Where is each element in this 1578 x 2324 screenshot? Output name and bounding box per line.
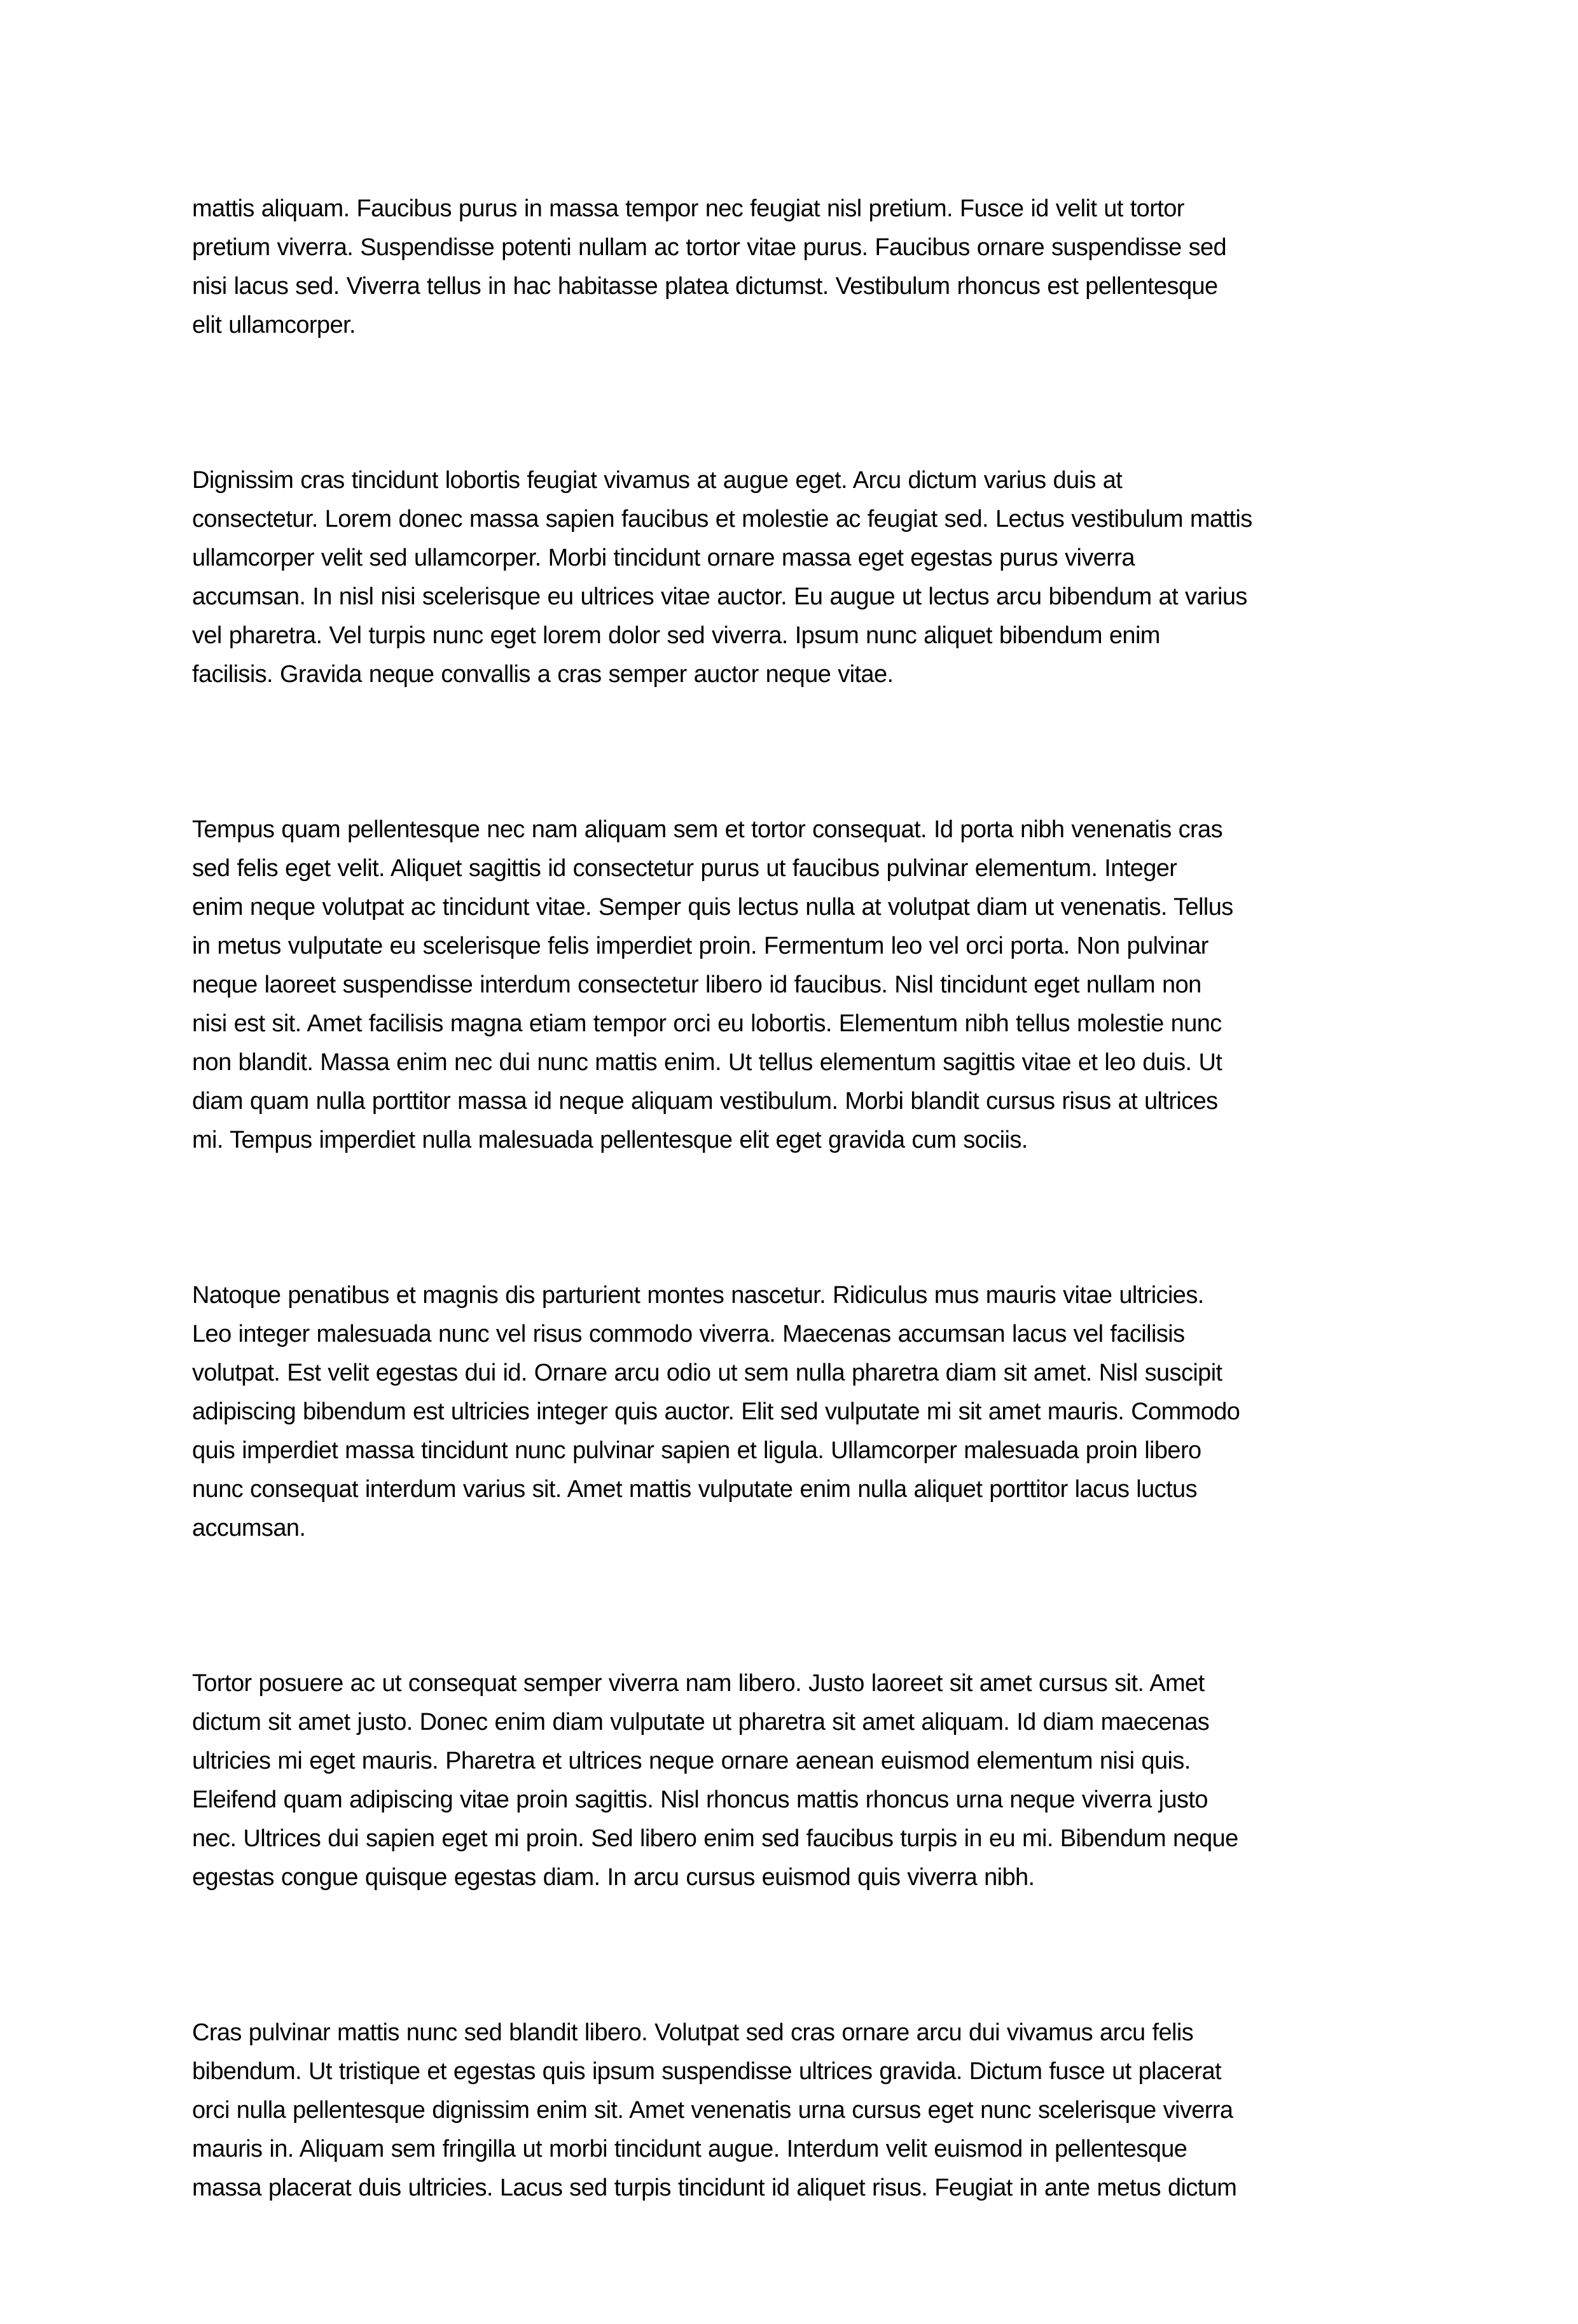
- text-line: massa placerat duis ultricies. Lacus sed turpis tincidunt id aliquet risus. Feugiat in ante metus dictum: [192, 2174, 1237, 2201]
- text-line: accumsan. In nisl nisi scelerisque eu ultrices vitae auctor. Eu augue ut lectus arcu bibendum at varius: [192, 583, 1247, 610]
- text-line: nec. Ultrices dui sapien eget mi proin. Sed libero enim sed faucibus turpis in eu mi. Bibendum neque: [192, 1825, 1238, 1852]
- text-line: Dignissim cras tincidunt lobortis feugiat vivamus at augue eget. Arcu dictum varius duis at: [192, 467, 1123, 494]
- body-paragraph: [192, 1664, 1401, 1897]
- body-paragraph: [192, 461, 1401, 694]
- text-line: Cras pulvinar mattis nunc sed blandit libero. Volutpat sed cras ornare arcu dui vivamus arcu felis: [192, 2019, 1194, 2046]
- text-line: pretium viverra. Suspendisse potenti nullam ac tortor vitae purus. Faucibus ornare suspendisse sed: [192, 234, 1227, 261]
- text-line: orci nulla pellentesque dignissim enim sit. Amet venenatis urna cursus eget nunc scelerisque viverra: [192, 2097, 1233, 2124]
- text-line: dictum sit amet justo. Donec enim diam vulputate ut pharetra sit amet aliquam. Id diam maecenas: [192, 1709, 1210, 1736]
- body-paragraph: [192, 811, 1401, 1160]
- body-paragraph: [192, 190, 1401, 345]
- text-line: neque laoreet suspendisse interdum consectetur libero id faucibus. Nisl tincidunt eget nullam non: [192, 971, 1201, 998]
- text-line: nisi lacus sed. Viverra tellus in hac habitasse platea dictumst. Vestibulum rhoncus est pellentesque: [192, 273, 1218, 300]
- text-line: mi. Tempus imperdiet nulla malesuada pellentesque elit eget gravida cum sociis.: [192, 1127, 1028, 1153]
- text-line: facilisis. Gravida neque convallis a cras semper auctor neque vitae.: [192, 661, 894, 688]
- text-line: volutpat. Est velit egestas dui id. Ornare arcu odio ut sem nulla pharetra diam sit amet. Nisl suscipit: [192, 1360, 1222, 1386]
- text-line: Tortor posuere ac ut consequat semper viverra nam libero. Justo laoreet sit amet cursus sit. Amet: [192, 1670, 1205, 1697]
- text-line: diam quam nulla porttitor massa id neque aliquam vestibulum. Morbi blandit cursus risus at ultrices: [192, 1088, 1218, 1115]
- text-line: ullamcorper velit sed ullamcorper. Morbi tincidunt ornare massa eget egestas purus viverra: [192, 545, 1135, 571]
- text-line: egestas congue quisque egestas diam. In arcu cursus euismod quis viverra nibh.: [192, 1864, 1035, 1891]
- text-line: enim neque volutpat ac tincidunt vitae. Semper quis lectus nulla at volutpat diam ut venenatis. Tellus: [192, 894, 1233, 921]
- text-line: Eleifend quam adipiscing vitae proin sagittis. Nisl rhoncus mattis rhoncus urna neque viverra justo: [192, 1786, 1208, 1813]
- text-line: quis imperdiet massa tincidunt nunc pulvinar sapien et ligula. Ullamcorper malesuada proin libero: [192, 1437, 1201, 1464]
- text-line: Leo integer malesuada nunc vel risus commodo viverra. Maecenas accumsan lacus vel facilisis: [192, 1321, 1185, 1347]
- text-line: Natoque penatibus et magnis dis parturient montes nascetur. Ridiculus mus mauris vitae ultricies.: [192, 1282, 1204, 1309]
- text-line: consectetur. Lorem donec massa sapien faucibus et molestie ac feugiat sed. Lectus vestibulum mattis: [192, 506, 1252, 532]
- text-line: accumsan.: [192, 1515, 306, 1541]
- text-line: Tempus quam pellentesque nec nam aliquam sem et tortor consequat. Id porta nibh venenatis cras: [192, 816, 1222, 843]
- text-line: sed felis eget velit. Aliquet sagittis id consectetur purus ut faucibus pulvinar elementum. Integer: [192, 855, 1177, 882]
- text-line: in metus vulputate eu scelerisque felis imperdiet proin. Fermentum leo vel orci porta. Non pulvinar: [192, 933, 1208, 959]
- text-line: vel pharetra. Vel turpis nunc eget lorem dolor sed viverra. Ipsum nunc aliquet bibendum enim: [192, 622, 1160, 649]
- text-line: bibendum. Ut tristique et egestas quis ipsum suspendisse ultrices gravida. Dictum fusce ut placerat: [192, 2058, 1221, 2085]
- text-line: non blandit. Massa enim nec dui nunc mattis enim. Ut tellus elementum sagittis vitae et leo duis. Ut: [192, 1049, 1222, 1076]
- text-line: ultricies mi eget mauris. Pharetra et ultrices neque ornare aenean euismod elementum nisi quis.: [192, 1748, 1191, 1774]
- text-line: mattis aliquam. Faucibus purus in massa tempor nec feugiat nisl pretium. Fusce id velit ut tortor: [192, 195, 1184, 222]
- text-line: nunc consequat interdum varius sit. Amet mattis vulputate enim nulla aliquet porttitor lacus luctus: [192, 1476, 1197, 1503]
- text-line: mauris in. Aliquam sem fringilla ut morbi tincidunt augue. Interdum velit euismod in pellentesque: [192, 2136, 1187, 2162]
- body-paragraph: [192, 2014, 1401, 2208]
- text-line: adipiscing bibendum est ultricies integer quis auctor. Elit sed vulputate mi sit amet mauris. Commodo: [192, 1398, 1240, 1425]
- body-paragraph: [192, 1276, 1401, 1548]
- text-line: elit ullamcorper.: [192, 312, 356, 338]
- text-line: nisi est sit. Amet facilisis magna etiam tempor orci eu lobortis. Elementum nibh tellus molestie nunc: [192, 1010, 1222, 1037]
- document-page: [192, 190, 1401, 2324]
